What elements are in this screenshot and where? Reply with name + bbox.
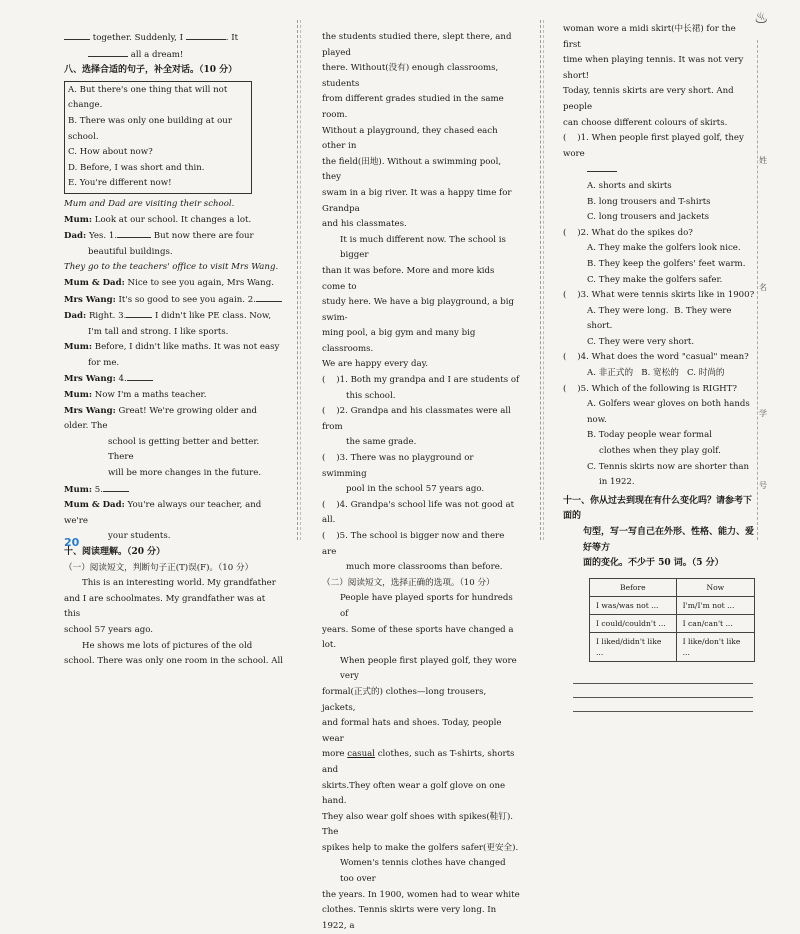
choice: clothes when they play golf. xyxy=(599,446,721,457)
choice: B. Today people wear formal xyxy=(587,430,712,441)
passage-line: more casual clothes, such as T-shirts, shorts and xyxy=(322,749,515,775)
line: I'm tall and strong. I like sports. xyxy=(88,326,229,337)
section-11-title: 十一、你从过去到现在有什么变化吗？请参考下面的 xyxy=(563,495,753,522)
choice: A. 非正式的 xyxy=(587,368,634,379)
answer-paren[interactable]: ( xyxy=(563,352,567,363)
passage-line: People have played sports for hundreds of xyxy=(340,593,513,619)
choice: C. They make the golfers safer. xyxy=(587,274,723,285)
passage-line: Today, tennis skirts are very short. And people xyxy=(563,86,734,112)
speaker: Mrs Wang: xyxy=(64,294,116,305)
stripe-label: 学 xyxy=(759,409,767,418)
speaker: Mum: xyxy=(64,484,93,495)
option-box xyxy=(64,81,252,194)
question-text: much more classrooms than before. xyxy=(346,562,503,573)
line: 4. xyxy=(118,374,127,385)
passage-line: Women's tennis clothes have changed too over xyxy=(340,858,506,885)
table-row xyxy=(590,596,755,614)
choice: in 1922. xyxy=(599,477,635,488)
choice: A. shorts and skirts xyxy=(587,180,672,191)
mc-question-3 xyxy=(563,288,755,304)
choice: C. Tennis skirts now are shorter than xyxy=(587,461,750,472)
passage-line: skirts.They often wear a golf glove on one hand. xyxy=(322,780,506,807)
speaker: Mum: xyxy=(64,214,93,225)
stripe-label: 名 xyxy=(759,283,767,292)
text: together. Suddenly, I xyxy=(92,33,184,43)
answer-blank[interactable] xyxy=(88,47,128,57)
answer-blank-3[interactable] xyxy=(126,308,152,318)
question-5 xyxy=(322,529,520,560)
speaker: Dad: xyxy=(64,311,87,322)
underlined-word: casual xyxy=(347,749,376,760)
mc-question-2 xyxy=(563,226,755,242)
passage-line: there. Without(没有) enough classrooms, students xyxy=(322,63,499,89)
question-text: )4. What does the word "casual" mean? xyxy=(577,352,749,363)
speaker: Dad: xyxy=(64,231,87,242)
choice: A. They make the golfers look nice. xyxy=(587,243,741,254)
line: Now I'm a maths teacher. xyxy=(94,390,207,401)
answer-blank-5[interactable] xyxy=(103,482,129,492)
text: . It xyxy=(225,33,239,43)
mc-question-4 xyxy=(563,350,755,366)
passage-line: can choose different colours of skirts. xyxy=(563,117,728,128)
subsection-2-title: （二）阅读短文，选择正确的选项。（10 分） xyxy=(322,577,495,588)
answer-blank[interactable] xyxy=(186,30,226,40)
passage-line: When people first played golf, they wore very xyxy=(340,655,517,682)
option: B. There was only one building at our school. xyxy=(68,115,232,142)
sentence-pattern-table xyxy=(589,578,755,662)
section-11-title: 面的变化。不少于 50 词。（5 分） xyxy=(583,558,724,569)
column-divider xyxy=(543,20,544,540)
column-1 xyxy=(64,30,284,670)
answer-blank[interactable] xyxy=(64,30,90,40)
scene-1: Mum and Dad are visiting their school. xyxy=(64,198,235,209)
question-text: )5. Which of the following is RIGHT? xyxy=(577,383,738,394)
passage-line: the years. In 1900, women had to wear white xyxy=(322,889,520,900)
passage-line: They also wear golf shoes with spikes(鞋钉). The xyxy=(322,811,514,838)
answer-paren[interactable]: ( xyxy=(322,531,326,541)
passage-line: school. There was only one room in the school. All xyxy=(64,656,283,667)
speaker: Mrs Wang: xyxy=(64,374,116,385)
passage-line: and I are schoolmates. My grandfather was at this xyxy=(64,593,266,620)
passage-line: the students studied there, slept there, and played xyxy=(322,32,512,58)
answer-blank-2[interactable] xyxy=(256,292,282,302)
section-11-title: 句型，写一写自己在外形、性格、能力、爱好等方 xyxy=(583,527,755,553)
section-10-title: 十、阅读理解。（20 分） xyxy=(64,547,166,557)
passage-line: We are happy every day. xyxy=(322,359,429,370)
speaker: Mum & Dad: xyxy=(64,500,125,511)
question-text: )1. Both my grandpa and I are students of xyxy=(336,375,520,386)
answer-paren[interactable]: ( xyxy=(322,499,326,510)
cut-line xyxy=(757,40,758,540)
table-cell: I like/don't like ... xyxy=(676,632,754,661)
answer-paren[interactable]: ( xyxy=(322,453,326,464)
question-1 xyxy=(322,373,520,389)
choice: C. 时尚的 xyxy=(687,368,725,379)
passage-line: time when playing tennis. It was not very short! xyxy=(563,55,744,81)
choice: C. long trousers and jackets xyxy=(587,212,710,223)
option: D. Before, I was short and thin. xyxy=(68,162,205,173)
table-header: Now xyxy=(676,578,754,596)
answer-paren[interactable]: ( xyxy=(563,290,567,301)
passage-line: woman wore a midi skirt(中长裙) for the first xyxy=(563,24,736,50)
table-cell: I can/can't ... xyxy=(676,614,754,632)
line: Nice to see you again, Mrs Wang. xyxy=(127,277,274,288)
question-text: the same grade. xyxy=(346,437,417,448)
answer-paren[interactable]: ( xyxy=(563,133,567,144)
question-text: )4. Grandpa's school life was not good at all. xyxy=(322,499,515,526)
choice: B. 宽松的 xyxy=(641,368,679,379)
stripe-label: 号 xyxy=(759,481,767,490)
passage-line: than it was before. More and more kids come to xyxy=(322,265,495,292)
question-3 xyxy=(322,451,520,482)
passage-line: years. Some of these sports have changed a lot. xyxy=(322,624,514,651)
column-2 xyxy=(322,30,520,934)
scene-2: They go to the teachers' office to visit Mrs Wang. xyxy=(64,262,279,273)
choice: C. They were very short. xyxy=(587,336,695,347)
passage-line: formal(正式的) clothes—long trousers, jackets, xyxy=(322,686,487,713)
choice: B. They keep the golfers' feet warm. xyxy=(587,258,746,269)
choice: B. long trousers and T-shirts xyxy=(587,196,711,207)
answer-paren[interactable]: ( xyxy=(563,383,567,394)
line: Yes. 1. xyxy=(88,231,118,242)
answer-paren[interactable]: ( xyxy=(563,227,567,238)
passage-line: and formal hats and shoes. Today, people wear xyxy=(322,718,502,744)
question-text: this school. xyxy=(346,390,396,401)
question-text: )1. When people first played golf, they wore xyxy=(563,133,744,159)
line: Look at our school. It changes a lot. xyxy=(94,214,252,225)
question-2 xyxy=(322,404,520,435)
passage-line: This is an interesting world. My grandfather xyxy=(82,578,276,589)
question-text: )2. Grandpa and his classmates were all from xyxy=(322,406,511,432)
passage-line: study here. We have a big playground, a big swim- xyxy=(322,297,515,323)
column-divider xyxy=(540,20,541,540)
section-8-title: 八、选择合适的句子，补全对话。（10 分） xyxy=(64,65,238,76)
choice: B. They were short. xyxy=(587,305,732,332)
question-text: )5. The school is bigger now and there are xyxy=(322,531,505,557)
option: C. How about now? xyxy=(68,147,153,158)
column-divider xyxy=(297,20,298,540)
passage-line: from different grades studied in the same room. xyxy=(322,94,504,120)
column-divider xyxy=(300,20,301,540)
line: Great! We're growing older and older. The xyxy=(64,405,258,432)
line: school is getting better and better. There xyxy=(108,436,260,463)
mc-question-5 xyxy=(563,382,755,398)
speaker: Mum: xyxy=(64,342,93,353)
table-cell: I'm/I'm not ... xyxy=(676,596,754,614)
option: E. You're different now! xyxy=(68,178,172,189)
subsection-1-title: （一）阅读短文，判断句子正(T)误(F)。（10 分） xyxy=(64,562,254,573)
stripe-label: 姓 xyxy=(759,156,767,165)
passage-line: ming pool, a big gym and many big classrooms. xyxy=(322,328,476,354)
choice: A. They were long. xyxy=(587,305,669,316)
passage-line: Without a playground, they chased each other in xyxy=(322,125,498,152)
table-row xyxy=(590,632,755,661)
answer-blank-4[interactable] xyxy=(127,371,153,381)
binding-stripe xyxy=(757,10,769,565)
column-3 xyxy=(563,22,755,712)
table-header: Before xyxy=(590,578,677,596)
passage-line: school 57 years ago. xyxy=(64,624,153,635)
question-text: )3. What were tennis skirts like in 1900? xyxy=(577,290,755,301)
writing-line[interactable] xyxy=(573,684,753,698)
writing-line[interactable] xyxy=(573,698,753,712)
question-text: )2. What do the spikes do? xyxy=(577,227,693,238)
choice: A. Golfers wear gloves on both hands now. xyxy=(587,399,750,425)
table-cell: I was/was not ... xyxy=(590,596,677,614)
question-text: )3. There was no playground or swimming xyxy=(322,453,474,479)
passage-line: swam in a big river. It was a happy time for Grandpa xyxy=(322,187,512,214)
line: You're always our teacher, and we're xyxy=(64,500,262,526)
answer-paren[interactable]: ( xyxy=(322,406,326,417)
answer-blank-1[interactable] xyxy=(117,228,151,238)
passage-line: and his classmates. xyxy=(322,219,407,230)
answer-paren[interactable]: ( xyxy=(322,375,326,386)
page-number: 20 xyxy=(64,536,80,549)
answer-blank[interactable] xyxy=(587,162,617,172)
line: 5. xyxy=(94,484,103,495)
flame-icon: ♨ xyxy=(754,8,769,27)
speaker: Mum & Dad: xyxy=(64,277,125,288)
line: your students. xyxy=(108,531,171,542)
passage-line: It is much different now. The school is bigger xyxy=(340,234,506,261)
passage-line: He shows me lots of pictures of the old xyxy=(82,640,253,651)
line: It's so good to see you again. 2. xyxy=(118,294,256,305)
question-4 xyxy=(322,498,520,529)
text: all a dream! xyxy=(130,49,184,60)
line: beautiful buildings. xyxy=(88,246,173,257)
speaker: Mrs Wang: xyxy=(64,405,116,416)
option: A. But there's one thing that will not change. xyxy=(68,84,228,111)
passage-line: clothes. Tennis skirts were very long. In 1922, a xyxy=(322,905,497,931)
line: for me. xyxy=(88,357,120,368)
line: I didn't like PE class. Now, xyxy=(155,311,272,322)
speaker: Mum: xyxy=(64,390,93,401)
line: will be more changes in the future. xyxy=(108,468,262,479)
mc-question-1 xyxy=(563,131,755,162)
table-cell: I liked/didn't like ... xyxy=(590,632,677,661)
passage-line: the field(田地). Without a swimming pool, they xyxy=(322,156,502,183)
table-row xyxy=(590,614,755,632)
writing-line[interactable] xyxy=(573,670,753,684)
line: Right. 3. xyxy=(88,311,127,322)
question-text: pool in the school 57 years ago. xyxy=(346,484,485,495)
passage-line: spikes help to make the golfers safer(更安全). xyxy=(322,842,519,853)
line: But now there are four xyxy=(153,231,254,242)
table-cell: I could/couldn't ... xyxy=(590,614,677,632)
line: Before, I didn't like maths. It was not easy xyxy=(94,342,280,353)
